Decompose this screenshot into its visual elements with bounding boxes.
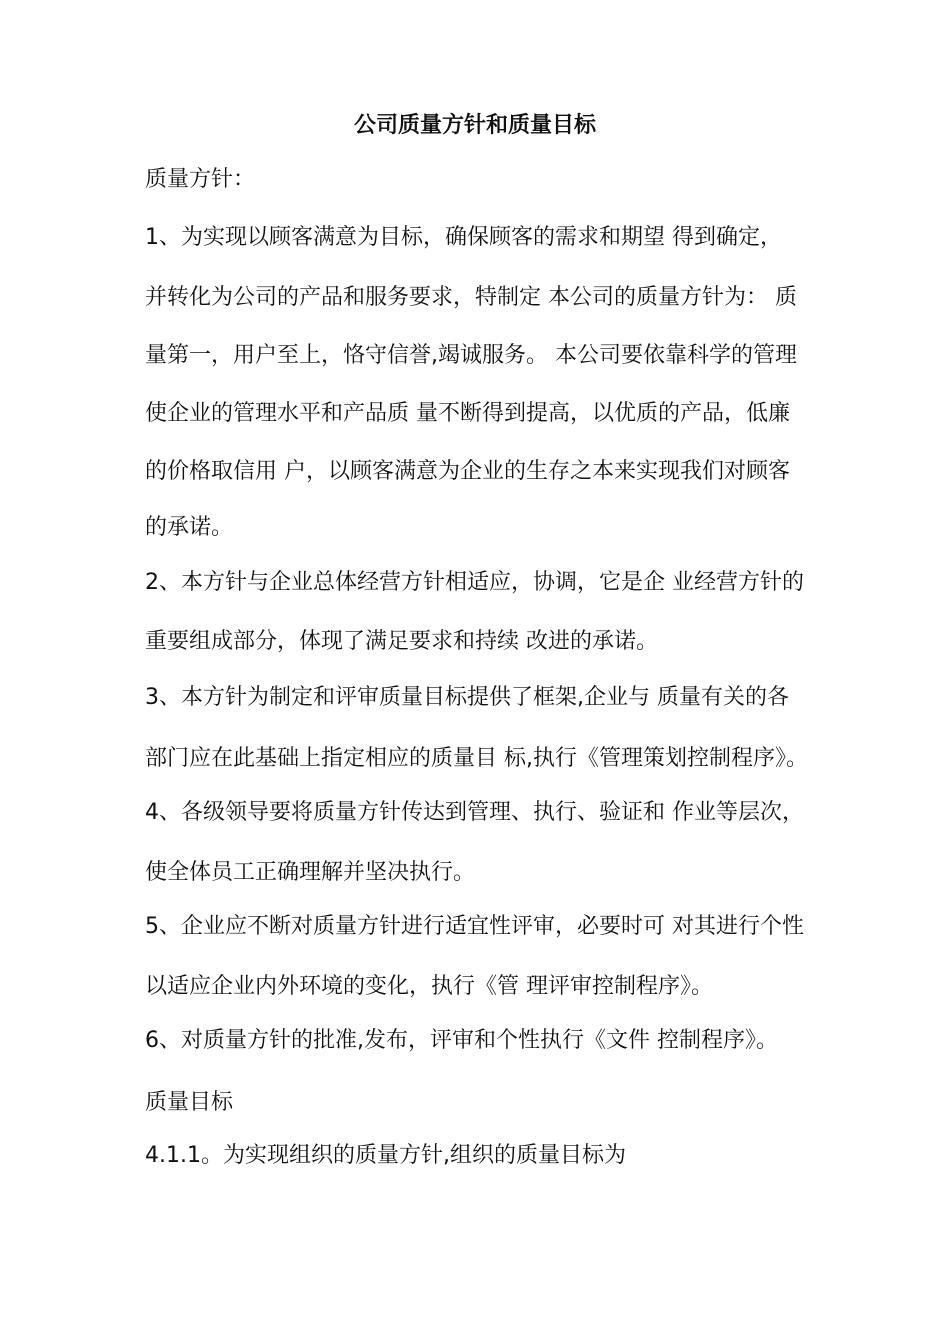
text-line: 4.1.1。为实现组织的质量方针,组织的质量目标为: [145, 1143, 626, 1168]
text-line: 3、本方针为制定和评审质量目标提供了框架,企业与 质量有关的各: [145, 685, 789, 710]
text-line: 部门应在此基础上指定相应的质量目 标,执行《管理策划控制程序》。: [145, 746, 808, 771]
text-line: 4、各级领导要将质量方针传达到管理、执行、验证和 作业等层次，: [145, 800, 804, 825]
text-line: 6、对质量方针的批准,发布，评审和个性执行《文件 控制程序》。: [145, 1028, 778, 1053]
text-line: 的价格取信用 户，以顾客满意为企业的生存之本来实现我们对顾客: [145, 459, 790, 484]
text-line: 重要组成部分，体现了满足要求和持续 改进的承诺。: [145, 629, 658, 654]
text-line: 5、企业应不断对质量方针进行适宜性评审，必要时可 对其进行个性: [145, 914, 804, 939]
text-line: 1、为实现以顾客满意为目标，确保顾客的需求和期望 得到确定，: [145, 225, 782, 250]
text-line: 质量方针：: [145, 167, 256, 192]
document-title: 公司质量方针和质量目标: [353, 113, 596, 138]
text-line: 使全体员工正确理解并坚决执行。: [145, 860, 476, 885]
text-line: 质量目标: [145, 1090, 234, 1115]
text-line: 使企业的管理水平和产品质 量不断得到提高，以优质的产品，低廉: [145, 401, 790, 426]
text-line: 2、本方针与企业总体经营方针相适应，协调，它是企 业经营方针的: [145, 570, 804, 595]
text-line: 的承诺。: [145, 515, 234, 540]
text-line: 并转化为公司的产品和服务要求，特制定 本公司的质量方针为： 质: [145, 285, 797, 310]
text-line: 量第一，用户至上，恪守信誉,竭诚服务。 本公司要依靠科学的管理: [145, 343, 797, 368]
text-line: 以适应企业内外环境的变化，执行《管 理评审控制程序》。: [145, 974, 713, 999]
